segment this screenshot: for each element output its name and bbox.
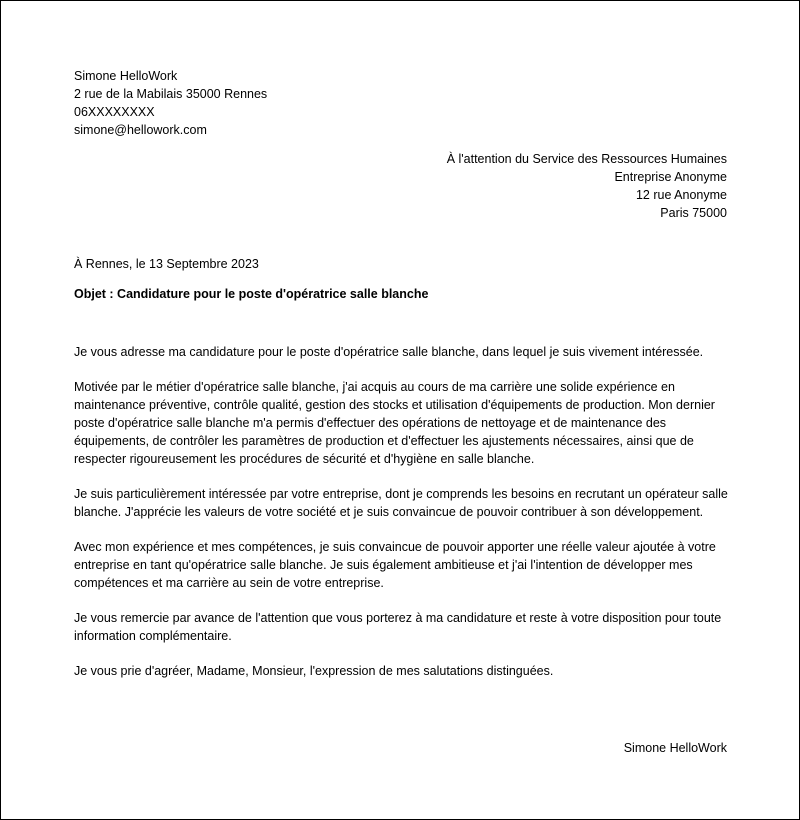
sender-name: Simone HelloWork	[74, 69, 178, 83]
letter-subject: Objet : Candidature pour le poste d'opératrice salle blanche	[74, 287, 429, 301]
body-paragraph: Avec mon expérience et mes compétences, je suis convaincue de pouvoir apporter une réelle valeur ajoutée à votre entreprise en tant qu'opératrice salle blanche. Je suis également ambitieuse et j'ai l'intention de développer mes compétences et ma carrière au sein de votre entreprise.	[74, 540, 716, 590]
sender-email: simone@hellowork.com	[74, 123, 207, 137]
sender-address: 2 rue de la Mabilais 35000 Rennes	[74, 87, 268, 101]
body-paragraph: Motivée par le métier d'opératrice salle blanche, j'ai acquis au cours de ma carrière une solide expérience en maintenance préventive, contrôle qualité, gestion des stocks et utilisation d'équipements de production. Mon dernier poste d'opératrice salle blanche m'a permis d'effectuer des opérations de nettoyage et de maintenance des équipements, de contrôler les paramètres de production et d'effectuer les ajustements nécessaires, ainsi que de respecter rigoureusement les procédures de sécurité et d'hygiène en salle blanche.	[74, 380, 715, 466]
body-paragraph: Je vous remercie par avance de l'attention que vous porterez à ma candidature et reste à votre disposition pour toute information complémentaire.	[74, 611, 722, 643]
body-paragraph: Je vous prie d'agréer, Madame, Monsieur, l'expression de mes salutations distinguées.	[74, 664, 554, 678]
signature: Simone HelloWork	[623, 741, 727, 755]
recipient-attention: À l'attention du Service des Ressources Humaines	[446, 152, 727, 166]
sender-phone: 06XXXXXXXX	[74, 105, 155, 119]
letter-date: À Rennes, le 13 Septembre 2023	[74, 257, 259, 271]
recipient-city: Paris 75000	[660, 206, 727, 220]
letter-body	[74, 343, 732, 697]
body-paragraph: Je vous adresse ma candidature pour le poste d'opératrice salle blanche, dans lequel je suis vivement intéressée.	[74, 345, 704, 359]
recipient-block	[447, 150, 727, 222]
sender-block	[74, 67, 267, 139]
body-paragraph: Je suis particulièrement intéressée par votre entreprise, dont je comprends les besoins en recrutant un opérateur salle blanche. J'apprécie les valeurs de votre société et je suis convaincue de pouvoir contribuer à son développement.	[74, 487, 728, 519]
recipient-street: 12 rue Anonyme	[635, 188, 727, 202]
recipient-company: Entreprise Anonyme	[614, 170, 727, 184]
